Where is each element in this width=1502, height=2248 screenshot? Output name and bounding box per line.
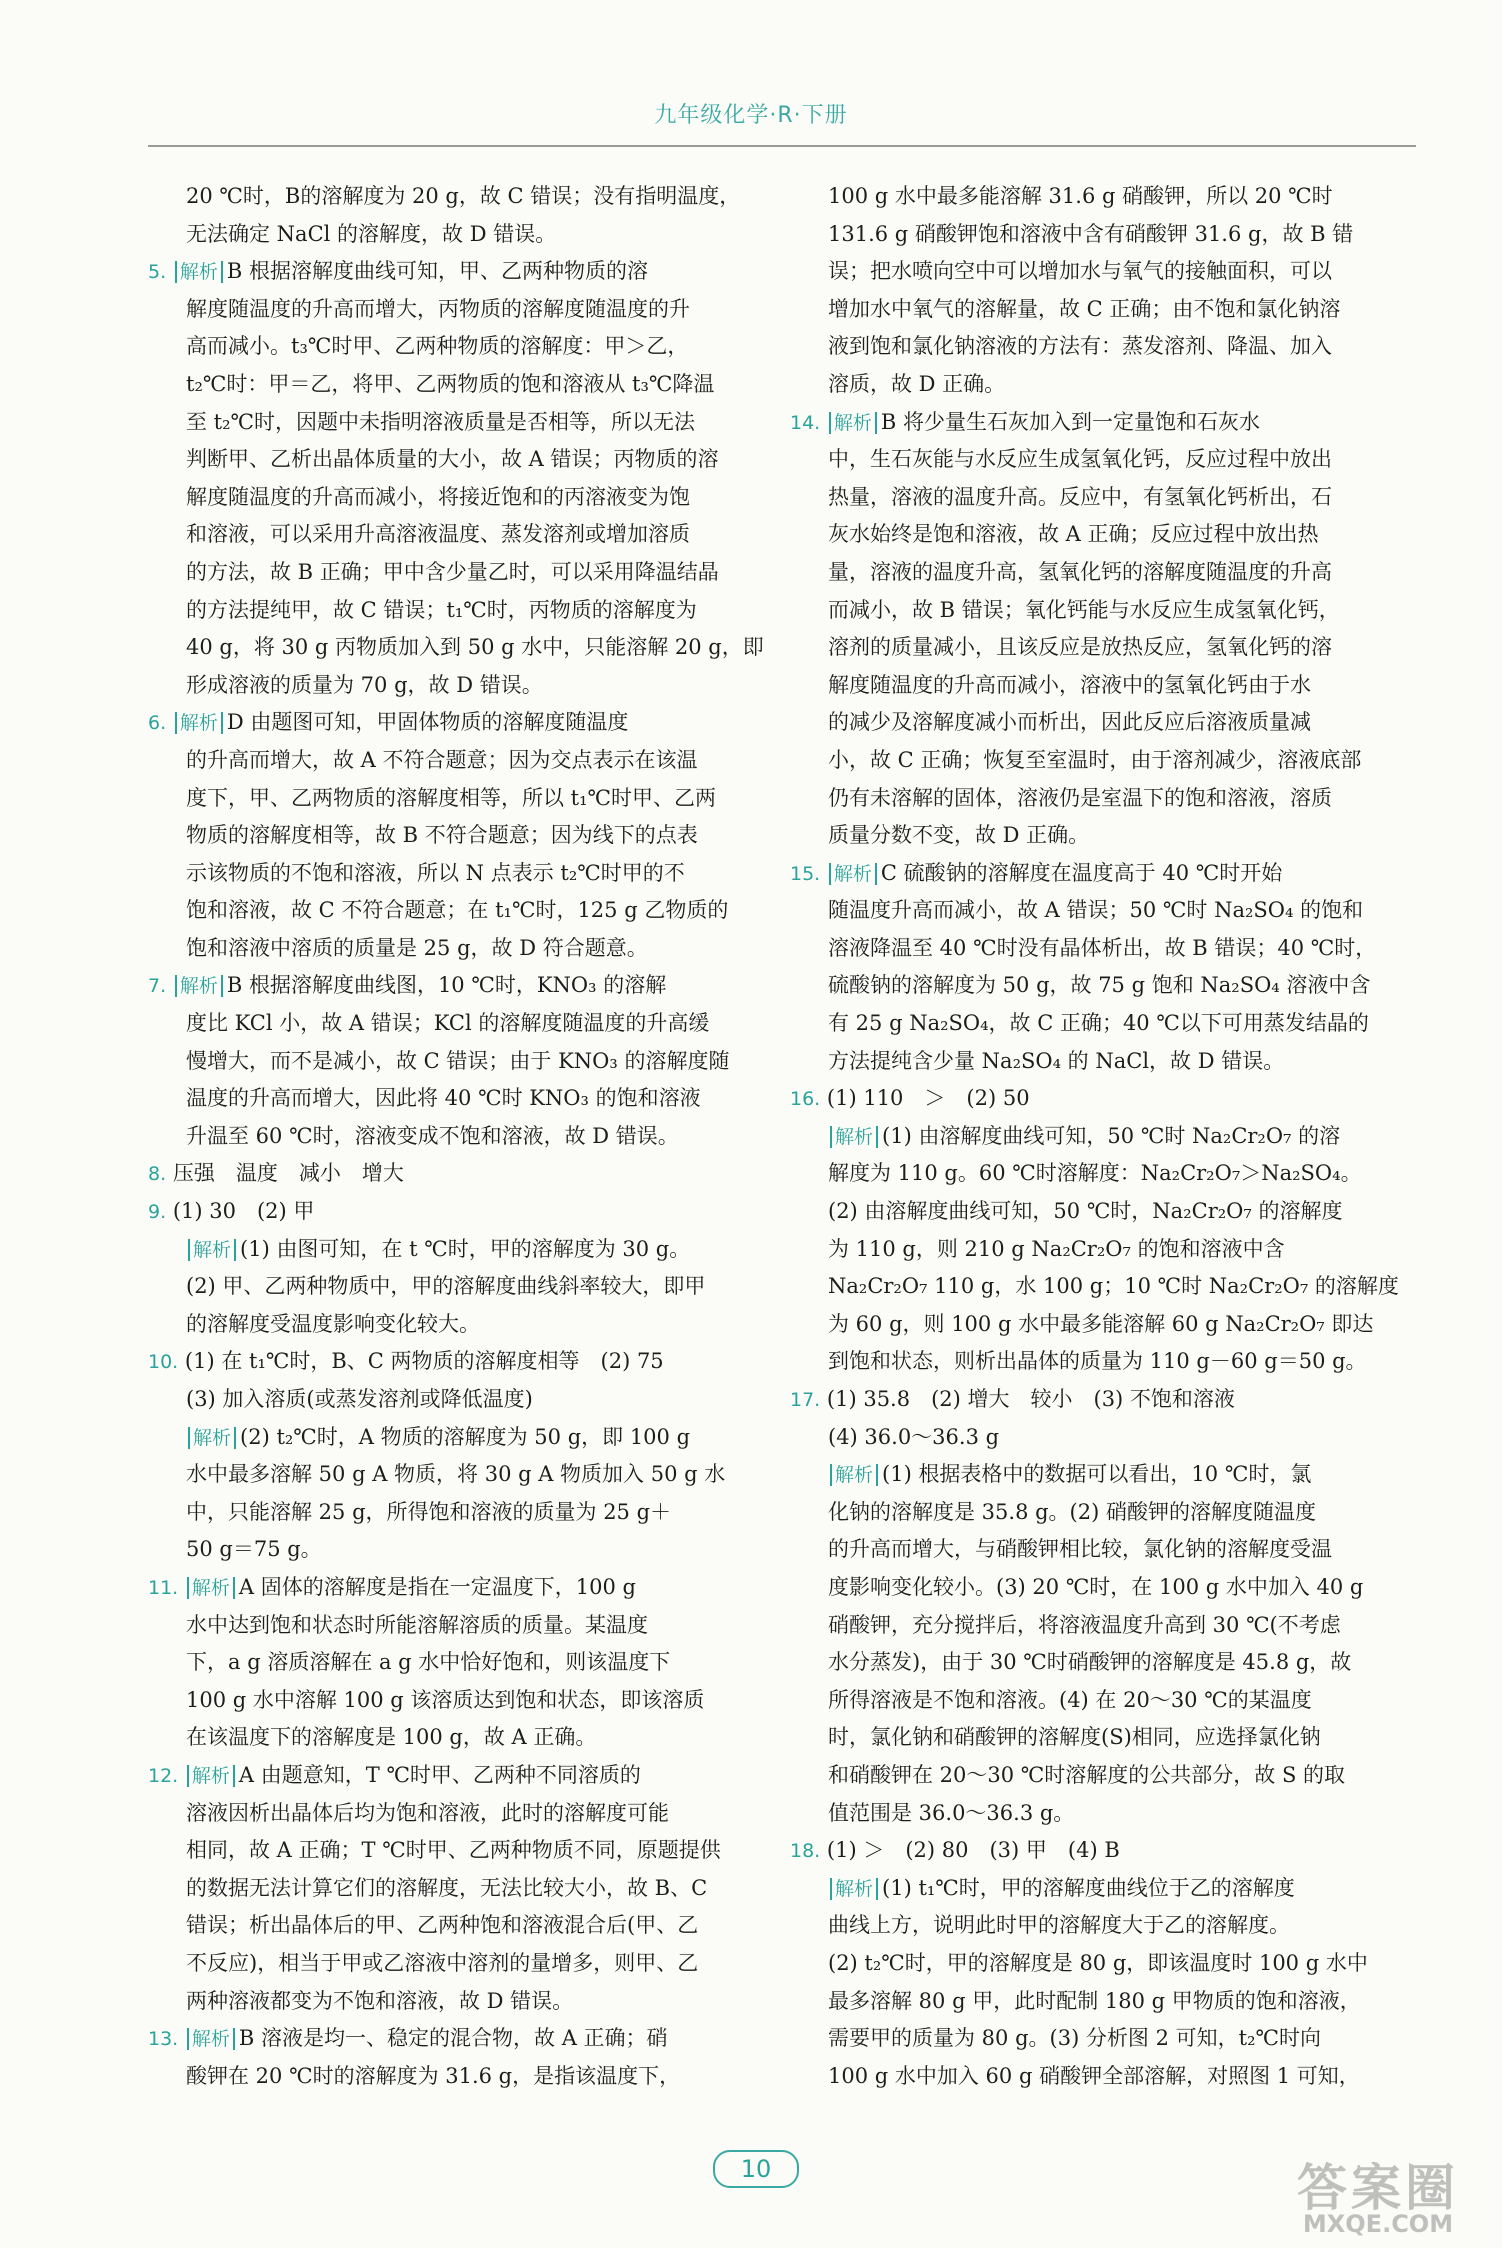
text-line xyxy=(790,1832,1396,1870)
question-number: 13. xyxy=(148,2028,179,2051)
line-text: 高而减小。t₃℃时甲、乙两种物质的溶解度：甲＞乙， xyxy=(186,334,689,359)
text-line xyxy=(148,1983,754,2021)
question-number: 6. xyxy=(148,712,167,735)
text-line xyxy=(790,1644,1396,1682)
line-text: 度比 KCl 小，故 A 错误；KCl 的溶解度随温度的升高缓 xyxy=(186,1011,710,1036)
line-text: 质量分数不变，故 D 正确。 xyxy=(828,823,1090,848)
analysis-tag: 解析 xyxy=(829,863,877,885)
text-line xyxy=(790,1870,1396,1908)
line-text: 温度的升高而增大，因此将 40 ℃时 KNO₃ 的饱和溶液 xyxy=(186,1086,701,1111)
text-line xyxy=(790,328,1396,366)
line-text: B 将少量生石灰加入到一定量饱和石灰水 xyxy=(880,409,1261,434)
text-line xyxy=(790,1757,1396,1795)
line-text: 误；把水喷向空中可以增加水与氧气的接触面积，可以 xyxy=(828,259,1332,284)
text-line xyxy=(790,629,1396,667)
text-line xyxy=(790,441,1396,479)
line-text: 增加水中氧气的溶解量，故 C 正确；由不饱和氯化钠溶 xyxy=(828,296,1341,321)
text-line xyxy=(148,629,764,667)
line-text: 错误；析出晶体后的甲、乙两种饱和溶液混合后(甲、乙 xyxy=(186,1913,699,1938)
analysis-tag: 解析 xyxy=(175,975,223,997)
line-text: 不反应)，相当于甲或乙溶液中溶剂的量增多，则甲、乙 xyxy=(186,1950,699,1975)
text-line xyxy=(790,554,1396,592)
line-text: B 溶液是均一、稳定的混合物，故 A 正确；硝 xyxy=(238,2026,668,2051)
text-line xyxy=(148,892,754,930)
line-text: 解度随温度的升高而增大，丙物质的溶解度随温度的升 xyxy=(186,296,690,321)
text-line xyxy=(148,366,754,404)
line-text: (1) 由溶解度曲线可知，50 ℃时 Na₂Cr₂O₇ 的溶 xyxy=(882,1123,1341,1148)
text-line xyxy=(148,516,754,554)
question-number: 14. xyxy=(790,411,821,434)
text-line xyxy=(790,479,1396,517)
question-number: 11. xyxy=(148,1576,179,1599)
line-text: 的减少及溶解度减小而析出，因此反应后溶液质量减 xyxy=(828,710,1311,735)
text-line xyxy=(148,1381,754,1419)
line-text: A 由题意知，T ℃时甲、乙两种不同溶质的 xyxy=(238,1762,641,1787)
line-text: 度下，甲、乙两物质的溶解度相等，所以 t₁℃时甲、乙两 xyxy=(186,785,717,810)
text-line xyxy=(148,1795,754,1833)
text-line xyxy=(790,291,1396,329)
line-text: 升温至 60 ℃时，溶液变成不饱和溶液，故 D 错误。 xyxy=(186,1123,679,1148)
text-line xyxy=(148,2058,754,2096)
line-text: D 由题图可知，甲固体物质的溶解度随温度 xyxy=(226,710,629,735)
line-text: (2) 由溶解度曲线可知，50 ℃时，Na₂Cr₂O₇ 的溶解度 xyxy=(828,1199,1343,1224)
text-line xyxy=(148,1494,754,1532)
text-line xyxy=(148,855,754,893)
line-text: 曲线上方，说明此时甲的溶解度大于乙的溶解度。 xyxy=(828,1913,1290,1938)
text-line xyxy=(790,1155,1396,1193)
text-line xyxy=(148,967,754,1005)
text-line xyxy=(148,554,754,592)
question-number: 8. xyxy=(148,1163,167,1186)
text-line xyxy=(148,1155,754,1193)
question-number: 15. xyxy=(790,862,821,885)
text-line xyxy=(148,817,754,855)
line-text: 中，只能溶解 25 g，所得饱和溶液的质量为 25 g＋ xyxy=(186,1499,672,1524)
text-line xyxy=(148,1907,754,1945)
question-number: 18. xyxy=(790,1840,821,1863)
line-text: 小，故 C 正确；恢复至室温时，由于溶剂减少，溶液底部 xyxy=(828,747,1362,772)
line-text: 最多溶解 80 g 甲，此时配制 180 g 甲物质的饱和溶液， xyxy=(828,1988,1361,2013)
line-text: 溶液降温至 40 ℃时没有晶体析出，故 B 错误；40 ℃时， xyxy=(828,935,1377,960)
text-line xyxy=(790,1419,1396,1457)
line-text: 度影响变化较小。(3) 20 ℃时，在 100 g 水中加入 40 g xyxy=(828,1574,1364,1599)
text-line xyxy=(790,780,1396,818)
text-line xyxy=(148,1193,754,1231)
line-text: 131.6 g 硝酸钾饱和溶液中含有硝酸钾 31.6 g，故 B 错 xyxy=(828,221,1354,246)
line-text: (1) 110 ＞ (2) 50 xyxy=(826,1086,1030,1111)
line-text: 物质的溶解度相等，故 B 不符合题意；因为线下的点表 xyxy=(186,823,698,848)
page-number: 10 xyxy=(713,2150,799,2188)
line-text: 酸钾在 20 ℃时的溶解度为 31.6 g，是指该温度下， xyxy=(186,2063,681,2088)
question-number: 17. xyxy=(790,1389,821,1411)
text-line xyxy=(790,404,1396,442)
line-text: (1) 由图可知，在 t ℃时，甲的溶解度为 30 g。 xyxy=(240,1236,691,1261)
analysis-tag: 解析 xyxy=(175,712,223,734)
text-line xyxy=(790,1682,1396,1720)
text-line xyxy=(790,1795,1396,1833)
text-line xyxy=(790,892,1396,930)
line-text: 中，生石灰能与水反应生成氢氧化钙，反应过程中放出 xyxy=(828,447,1332,472)
line-text: B 根据溶解度曲线可知，甲、乙两种物质的溶 xyxy=(226,259,648,284)
line-text: 随温度升高而减小，故 A 错误；50 ℃时 Na₂SO₄ 的饱和 xyxy=(828,898,1364,923)
line-text: 水分蒸发)，由于 30 ℃时硝酸钾的溶解度是 45.8 g，故 xyxy=(828,1650,1352,1675)
text-line xyxy=(148,178,754,216)
line-text: 灰水始终是饱和溶液，故 A 正确；反应过程中放出热 xyxy=(828,522,1319,547)
text-line xyxy=(148,930,754,968)
text-line xyxy=(790,742,1396,780)
line-text: t₂℃时：甲＝乙，将甲、乙两物质的饱和溶液从 t₃℃降温 xyxy=(186,371,715,396)
text-line xyxy=(148,742,754,780)
text-line xyxy=(790,1569,1396,1607)
line-text: 水中达到饱和状态时所能溶解溶质的质量。某温度 xyxy=(186,1612,648,1637)
analysis-tag: 解析 xyxy=(188,1427,236,1449)
text-line xyxy=(148,1456,754,1494)
line-text: 50 g＝75 g。 xyxy=(186,1537,322,1562)
question-number: 7. xyxy=(148,975,167,998)
text-line xyxy=(790,1983,1396,2021)
line-text: (1) ＞ (2) 80 (3) 甲 (4) B xyxy=(826,1838,1120,1863)
text-line xyxy=(790,1080,1396,1118)
text-line xyxy=(790,1193,1396,1231)
text-line xyxy=(790,930,1396,968)
line-text: (2) t₂℃时，A 物质的溶解度为 50 g，即 100 g xyxy=(240,1424,691,1449)
line-text: 和硝酸钾在 20～30 ℃时溶解度的公共部分，故 S 的取 xyxy=(828,1762,1346,1787)
header-title: 九年级化学·R·下册 xyxy=(654,103,848,128)
line-text: (1) 根据表格中的数据可以看出，10 ℃时，氯 xyxy=(882,1462,1312,1487)
text-line xyxy=(790,1005,1396,1043)
line-text: 的溶解度受温度影响变化较大。 xyxy=(186,1311,480,1336)
line-text: A 固体的溶解度是指在一定温度下，100 g xyxy=(238,1574,636,1599)
line-text: 解度随温度的升高而减小，将接近饱和的丙溶液变为饱 xyxy=(186,484,690,509)
line-text: (1) t₁℃时，甲的溶解度曲线位于乙的溶解度 xyxy=(882,1875,1295,1900)
text-line xyxy=(148,1719,754,1757)
line-text: (1) 在 t₁℃时，B、C 两物质的溶解度相等 (2) 75 xyxy=(184,1349,664,1374)
analysis-tag: 解析 xyxy=(829,412,877,434)
text-line xyxy=(790,1719,1396,1757)
line-text: (2) t₂℃时，甲的溶解度是 80 g，即该温度时 100 g 水中 xyxy=(828,1950,1368,1975)
text-line xyxy=(148,1005,754,1043)
text-line xyxy=(148,1531,754,1569)
text-line xyxy=(148,1945,754,1983)
text-line xyxy=(790,366,1396,404)
line-text: 为 60 g，则 100 g 水中最多能溶解 60 g Na₂Cr₂O₇ 即达 xyxy=(828,1311,1374,1336)
text-line xyxy=(790,1456,1396,1494)
line-text: 压强 温度 减小 增大 xyxy=(172,1161,404,1186)
text-line xyxy=(790,704,1396,742)
text-line xyxy=(148,1118,754,1156)
text-line xyxy=(148,1268,754,1306)
watermark-text: 答案圈 xyxy=(1297,2159,1459,2217)
line-text: 到饱和状态，则析出晶体的质量为 110 g－60 g＝50 g。 xyxy=(828,1349,1367,1374)
text-line xyxy=(148,328,754,366)
line-text: (3) 加入溶质(或蒸发溶剂或降低温度) xyxy=(186,1387,533,1411)
line-text: 化钠的溶解度是 35.8 g。(2) 硝酸钾的溶解度随温度 xyxy=(828,1499,1316,1524)
text-line xyxy=(790,1343,1396,1381)
line-text: 100 g 水中加入 60 g 硝酸钾全部溶解，对照图 1 可知， xyxy=(828,2063,1360,2088)
line-text: 在该温度下的溶解度是 100 g，故 A 正确。 xyxy=(186,1725,597,1750)
text-line xyxy=(790,253,1396,291)
line-text: 解度随温度的升高而减小，溶液中的氢氧化钙由于水 xyxy=(828,672,1311,697)
watermark-logo xyxy=(1268,2148,1488,2244)
text-line xyxy=(790,1607,1396,1645)
line-text: 的方法提纯甲，故 C 错误；t₁℃时，丙物质的溶解度为 xyxy=(186,597,697,622)
line-text: 形成溶液的质量为 70 g，故 D 错误。 xyxy=(186,672,543,697)
line-text: 溶质，故 D 正确。 xyxy=(828,371,1006,396)
analysis-tag: 解析 xyxy=(830,1126,878,1148)
question-number: 10. xyxy=(148,1351,179,1374)
text-line xyxy=(790,855,1396,893)
line-text: 40 g，将 30 g 丙物质加入到 50 g 水中，只能溶解 20 g，即 xyxy=(186,635,764,660)
line-text: 溶液因析出晶体后均为饱和溶液，此时的溶解度可能 xyxy=(186,1800,669,1825)
line-text: 饱和溶液，故 C 不符合题意；在 t₁℃时，125 g 乙物质的 xyxy=(186,898,729,923)
line-text: 示该物质的不饱和溶液，所以 N 点表示 t₂℃时甲的不 xyxy=(186,860,685,885)
text-line xyxy=(790,1306,1396,1344)
line-text: 硫酸钠的溶解度为 50 g，故 75 g 饱和 Na₂SO₄ 溶液中含 xyxy=(828,973,1371,998)
line-text: 溶剂的质量减小，且该反应是放热反应，氢氧化钙的溶 xyxy=(828,635,1332,660)
text-line xyxy=(790,1531,1396,1569)
line-text: 两种溶液都变为不饱和溶液，故 D 错误。 xyxy=(186,1988,574,2013)
line-text: 所得溶液是不饱和溶液。(4) 在 20～30 ℃的某温度 xyxy=(828,1687,1312,1712)
text-line xyxy=(148,1644,754,1682)
right-column xyxy=(790,178,1399,2095)
line-text: (4) 36.0～36.3 g xyxy=(828,1424,1000,1449)
watermark-url: MXQE.COM xyxy=(1302,2210,1454,2238)
line-text: 为 110 g，则 210 g Na₂Cr₂O₇ 的饱和溶液中含 xyxy=(828,1236,1285,1261)
text-line xyxy=(148,1832,754,1870)
line-text: 硝酸钾，充分搅拌后，将溶液温度升高到 30 ℃(不考虑 xyxy=(828,1612,1341,1637)
text-line xyxy=(148,1682,754,1720)
text-line xyxy=(148,704,754,742)
text-line xyxy=(148,1043,754,1081)
text-line xyxy=(790,216,1396,254)
line-text: 液到饱和氯化钠溶液的方法有：蒸发溶剂、降温、加入 xyxy=(828,334,1332,359)
question-number: 16. xyxy=(790,1088,821,1111)
text-line xyxy=(148,253,754,291)
text-line xyxy=(148,592,754,630)
analysis-tag: 解析 xyxy=(187,1577,235,1599)
line-text: 方法提纯含少量 Na₂SO₄ 的 NaCl，故 D 错误。 xyxy=(828,1048,1285,1073)
line-text: 无法确定 NaCl 的溶解度，故 D 错误。 xyxy=(186,221,557,246)
line-text: (1) 30 (2) 甲 xyxy=(172,1199,315,1224)
line-text: 量，溶液的温度升高，氢氧化钙的溶解度随温度的升高 xyxy=(828,559,1332,584)
text-line xyxy=(790,1381,1396,1419)
text-line xyxy=(148,1607,754,1645)
line-text: 饱和溶液中溶质的质量是 25 g，故 D 符合题意。 xyxy=(186,935,648,960)
line-text: 的升高而增大，与硝酸钾相比较，氯化钠的溶解度受温 xyxy=(828,1537,1332,1562)
text-line xyxy=(148,1306,754,1344)
line-text: 20 ℃时，B的溶解度为 20 g，故 C 错误；没有指明温度， xyxy=(186,184,741,208)
analysis-tag: 解析 xyxy=(188,1239,236,1261)
question-number: 5. xyxy=(148,261,167,284)
line-text: 值范围是 36.0～36.3 g。 xyxy=(828,1800,1075,1825)
line-text: 100 g 水中溶解 100 g 该溶质达到饱和状态，即该溶质 xyxy=(186,1687,705,1712)
text-line xyxy=(790,2058,1396,2096)
text-line xyxy=(148,1757,754,1795)
line-text: 下，a g 溶质溶解在 a g 水中恰好饱和，则该温度下 xyxy=(186,1650,671,1675)
text-line xyxy=(148,1231,754,1269)
text-line xyxy=(148,1870,754,1908)
header-divider xyxy=(148,145,1416,147)
text-line xyxy=(148,404,754,442)
text-line xyxy=(148,441,754,479)
line-text: B 根据溶解度曲线图，10 ℃时，KNO₃ 的溶解 xyxy=(226,973,667,998)
text-line xyxy=(148,1419,754,1457)
text-line xyxy=(790,1494,1396,1532)
line-text: 100 g 水中最多能溶解 31.6 g 硝酸钾，所以 20 ℃时 xyxy=(828,184,1333,208)
text-line xyxy=(148,667,754,705)
text-line xyxy=(790,1945,1396,1983)
text-line xyxy=(790,1043,1396,1081)
text-line xyxy=(148,291,754,329)
line-text: 热量，溶液的温度升高。反应中，有氢氧化钙析出，石 xyxy=(828,484,1332,509)
analysis-tag: 解析 xyxy=(187,1765,235,1787)
question-number: 12. xyxy=(148,1764,179,1787)
line-text: 解度为 110 g。60 ℃时溶解度：Na₂Cr₂O₇＞Na₂SO₄。 xyxy=(828,1161,1362,1186)
question-number: 9. xyxy=(148,1201,167,1224)
line-text: C 硫酸钠的溶解度在温度高于 40 ℃时开始 xyxy=(880,860,1283,885)
line-text: 的升高而增大，故 A 不符合题意；因为交点表示在该温 xyxy=(186,747,698,772)
text-line xyxy=(148,2020,754,2058)
line-text: 相同，故 A 正确；T ℃时甲、乙两种物质不同，原题提供 xyxy=(186,1838,721,1863)
text-line xyxy=(148,1343,754,1381)
analysis-tag: 解析 xyxy=(830,1464,878,1486)
line-text: 而减小，故 B 错误；氧化钙能与水反应生成氢氧化钙， xyxy=(828,597,1340,622)
text-line xyxy=(790,178,1396,216)
text-line xyxy=(148,780,754,818)
analysis-tag: 解析 xyxy=(175,261,223,283)
text-line xyxy=(148,1569,754,1607)
text-line xyxy=(790,1907,1396,1945)
text-line xyxy=(148,1080,754,1118)
text-line xyxy=(790,667,1396,705)
line-text: 水中最多溶解 50 g A 物质，将 30 g A 物质加入 50 g 水 xyxy=(186,1462,726,1487)
text-line xyxy=(148,479,754,517)
text-line xyxy=(790,516,1396,554)
left-column xyxy=(148,178,764,2095)
line-text: 的数据无法计算它们的溶解度，无法比较大小，故 B、C xyxy=(186,1875,708,1900)
text-line xyxy=(790,1118,1396,1156)
line-text: Na₂Cr₂O₇ 110 g，水 100 g；10 ℃时 Na₂Cr₂O₇ 的溶解度 xyxy=(828,1274,1399,1299)
text-line xyxy=(790,817,1396,855)
analysis-tag: 解析 xyxy=(187,2028,235,2050)
line-text: 慢增大，而不是减小，故 C 错误；由于 KNO₃ 的溶解度随 xyxy=(186,1048,730,1073)
text-line xyxy=(790,1231,1396,1269)
line-text: 判断甲、乙析出晶体质量的大小，故 A 错误；丙物质的溶 xyxy=(186,447,719,472)
text-line xyxy=(148,216,754,254)
line-text: 时，氯化钠和硝酸钾的溶解度(S)相同，应选择氯化钠 xyxy=(828,1725,1321,1750)
line-text: 的方法，故 B 正确；甲中含少量乙时，可以采用降温结晶 xyxy=(186,559,719,584)
line-text: (2) 甲、乙两种物质中，甲的溶解度曲线斜率较大，即甲 xyxy=(186,1274,706,1299)
text-line xyxy=(790,592,1396,630)
line-text: 至 t₂℃时，因题中未指明溶液质量是否相等，所以无法 xyxy=(186,409,696,434)
analysis-tag: 解析 xyxy=(830,1878,878,1900)
line-text: 和溶液，可以采用升高溶液温度、蒸发溶剂或增加溶质 xyxy=(186,522,690,547)
line-text: 需要甲的质量为 80 g。(3) 分析图 2 可知，t₂℃时向 xyxy=(828,2026,1321,2051)
line-text: 有 25 g Na₂SO₄，故 C 正确；40 ℃以下可用蒸发结晶的 xyxy=(828,1011,1369,1036)
text-line xyxy=(790,1268,1399,1306)
text-line xyxy=(790,2020,1396,2058)
line-text: 仍有未溶解的固体，溶液仍是室温下的饱和溶液，溶质 xyxy=(828,785,1332,810)
text-line xyxy=(790,967,1396,1005)
line-text: (1) 35.8 (2) 增大 较小 (3) 不饱和溶液 xyxy=(826,1387,1235,1411)
